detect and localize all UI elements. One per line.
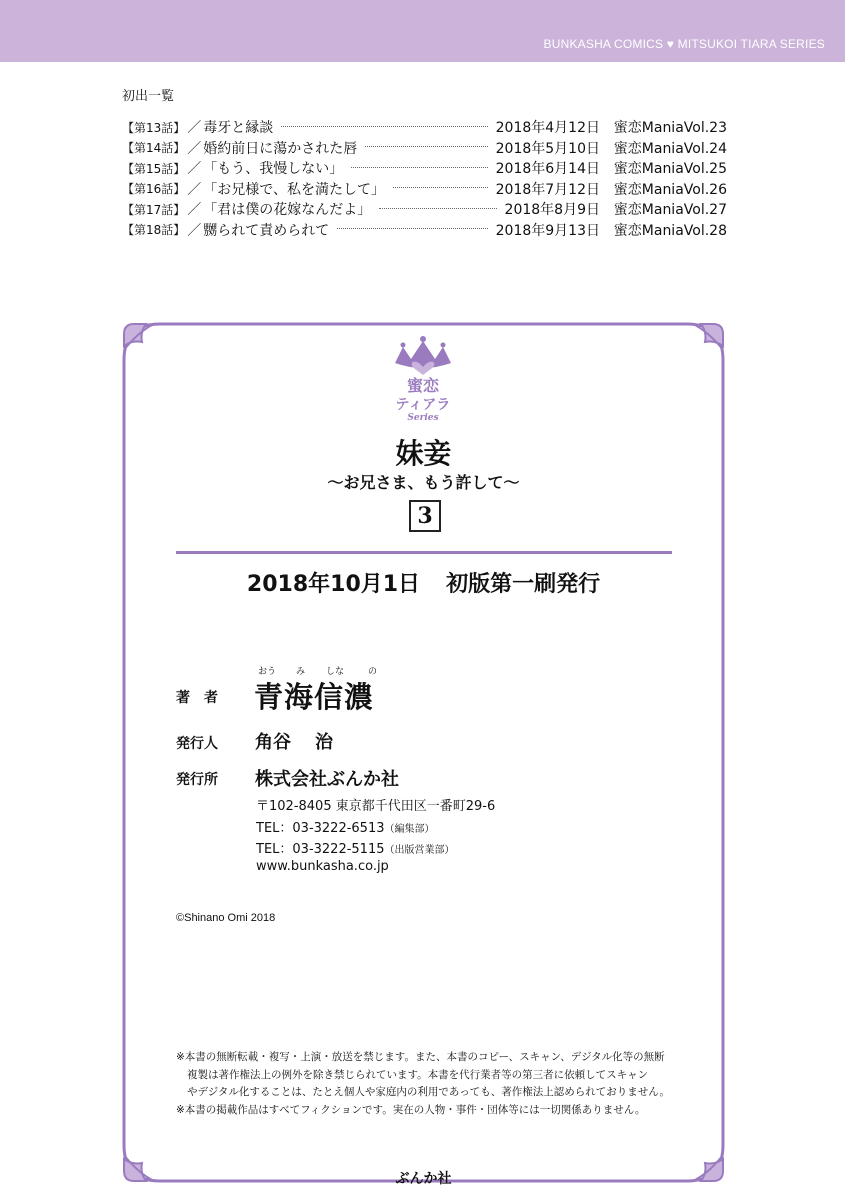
episode-title: 「君は僕の花嫁なんだよ」 [203,202,372,219]
episode-title: 「もう、我慢しない」 [203,161,344,178]
corner-ornament-tr [701,324,723,346]
episode-number: 【第14話】 [122,141,186,156]
first-publication-row [122,138,727,159]
crown-jewel-icon [420,336,426,342]
publication-date: 2018年8月9日 [504,202,600,219]
publisher-person-family: 角谷 [255,732,291,753]
first-publication-rows [122,117,727,240]
dot-leader [337,228,487,229]
separator: ／ [187,161,202,178]
note-line: 複製は著作権法上の例外を除き禁じられています。本書を代行業者等の第三者に依頼してスキャン [187,1068,649,1081]
dot-leader [393,187,488,188]
episode-number: 【第13話】 [122,120,186,135]
ruby-2: み [296,667,306,677]
ruby-1: おう [258,667,277,677]
book-subtitle: 〜お兄さま、もう許して〜 [327,473,520,492]
tel-editorial [256,817,435,836]
magazine-name: 蜜恋ManiaVol.25 [613,161,727,178]
publisher-address: 〒102-8405 東京都千代田区一番町29-6 [256,799,496,814]
tel-sales-number: TEL：03-3222-5115 [256,842,385,857]
magazine-name: 蜜恋ManiaVol.27 [613,202,727,219]
separator: ／ [187,222,202,239]
publisher-label: 発行所 [176,772,218,788]
tel-editorial-number: TEL：03-3222-6513 [256,821,385,836]
separator: ／ [187,202,202,219]
publication-date: 2018年5月10日 [495,140,600,157]
publisher-person [255,728,333,754]
episode-title: 「お兄様で、私を満たして」 [203,181,386,198]
publication-date [120,567,727,598]
corner-ornament-tl [124,324,146,346]
logo-line2: ティアラ [395,397,451,413]
episode-number: 【第18話】 [122,223,186,238]
publisher-person-label: 発行人 [176,736,218,752]
first-publication-row [122,199,727,220]
episode-title: 婚約前日に蕩かされた唇 [203,140,358,157]
publication-date: 2018年4月12日 [495,120,600,137]
author-label: 著 者 [176,690,218,706]
dot-leader [379,208,496,209]
first-publication-title: 初出一覧 [122,89,175,104]
series-right: MITSUKOI TIARA SERIES [677,37,825,51]
magazine-name: 蜜恋ManiaVol.24 [613,140,727,157]
dot-leader [351,167,487,168]
dot-leader [281,126,487,127]
publisher-logo: ぶんか社 [395,1171,452,1187]
dot-leader [365,146,487,147]
note-line: やデジタル化することは、たとえ個人や家庭内の利用であっても、著作権法上認められておりません。 [187,1086,670,1098]
note-line: ※本書の無断転載・複写・上演・放送を禁じます。また、本書のコピー、スキャン、デジタル化等の無断 [176,1051,665,1063]
first-publication-list [122,85,727,240]
separator: ／ [187,120,202,137]
separator: ／ [187,181,202,198]
first-publication-row [122,220,727,241]
separator: ／ [187,140,202,157]
publisher-company: 株式会社ぶんか社 [255,769,399,790]
ruby-3: しな [326,667,345,677]
logo-line3: Series [407,413,439,423]
episode-title: 毒牙と縁談 [203,120,274,137]
header-bar [0,0,845,62]
first-publication-row [122,179,727,200]
tel-editorial-note: （編集部） [384,824,435,835]
publisher-person-given: 治 [315,732,333,753]
note-line: ※本書の掲載作品はすべてフィクションです。実在の人物・事件・団体等には一切関係ありません。 [176,1103,646,1116]
publication-date: 2018年9月13日 [495,222,600,239]
episode-title: 嬲られて責められて [203,222,330,239]
copyright: ©Shinano Omi 2018 [176,912,276,924]
episode-number: 【第15話】 [122,161,186,176]
legal-notes [176,1049,670,1119]
magazine-name: 蜜恋ManiaVol.23 [613,120,727,137]
series-label [544,37,825,51]
divider [176,551,672,554]
episode-number: 【第16話】 [122,182,186,197]
author-name: 青海信濃 [254,680,375,714]
publication-date-first: 2018年10月1日 [246,572,421,597]
series-left: BUNKASHA COMICS [543,37,664,51]
logo-graphic [385,333,461,423]
mitsukoi-tiara-logo [385,333,461,423]
first-publication-row [122,158,727,179]
volume-number: 3 [409,500,441,532]
tel-sales-note: （出版営業部） [384,845,455,856]
publication-date: 2018年6月14日 [495,161,600,178]
book-title: 妹妾 [395,437,452,470]
episode-number: 【第17話】 [122,202,186,217]
magazine-name: 蜜恋ManiaVol.28 [613,222,727,239]
heart-icon: ♥ [666,37,675,51]
publication-edition: 初版第一刷発行 [446,572,601,597]
publication-date: 2018年7月12日 [495,181,600,198]
publisher-url[interactable]: www.bunkasha.co.jp [256,859,389,874]
first-publication-row [122,117,727,138]
magazine-name: 蜜恋ManiaVol.26 [613,181,727,198]
ruby-4: の [368,667,378,677]
tel-sales [256,838,455,857]
logo-line1: 蜜恋 [406,376,440,395]
